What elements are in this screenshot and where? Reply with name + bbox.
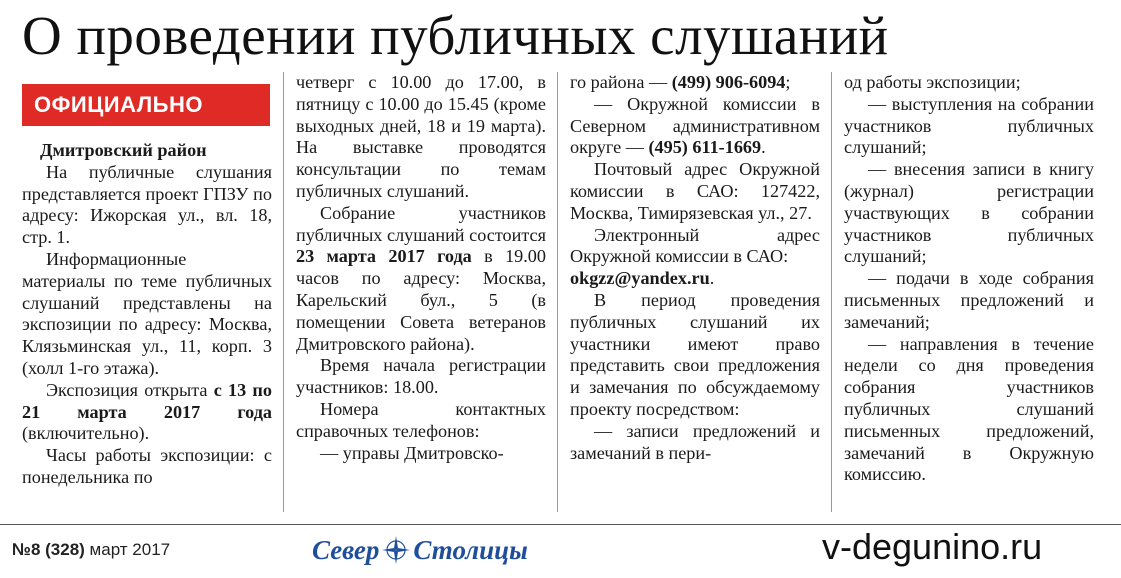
issue-date: март 2017 xyxy=(84,540,171,559)
paragraph: Почтовый адрес Окружной комиссии в САО: 127422, Москва, Тимирязевская ул., 27. xyxy=(570,159,820,223)
paragraph: — внесения записи в книгу (журнал) регистрации участвующих в собрании участников публичных слушаний; xyxy=(844,159,1094,267)
paragraph: Часы работы экспозиции: с понедельника по xyxy=(22,445,272,487)
paragraph: го района — (499) 906-6094; xyxy=(570,72,791,92)
paragraph: Номера контактных справочных телефонов: xyxy=(296,398,546,441)
paragraph: — направления в течение недели со дня проведения собрания участников публичных слушаний письменных предложений, замечаний в Окружную комиссию. xyxy=(844,333,1094,485)
article-column-4 xyxy=(844,72,1094,516)
logo-left-text: Север xyxy=(312,535,380,565)
article-column-3 xyxy=(570,72,820,516)
email-line: okgzz@yandex.ru. xyxy=(570,268,715,289)
logo-right-text: Столицы xyxy=(413,535,528,565)
paragraph: — подачи в ходе собрания письменных предложений и замечаний; xyxy=(844,268,1094,332)
column-divider xyxy=(831,72,832,512)
paragraph: четверг с 10.00 до 17.00, в пятницу с 10.00 до 15.45 (кроме выходных дней, 18 и 19 марта). На выставке проводятся консультации по темам публичных слушаний. xyxy=(296,72,546,201)
paragraph: од работы экспозиции; xyxy=(844,72,1021,92)
paragraph: Собрание участников публичных слушаний состоится 23 марта 2017 года в 19.00 часов по адресу: Москва, Карельский бул., 5 (в помещении Совета ветеранов Дмитровского района). xyxy=(296,202,546,354)
column-divider xyxy=(557,72,558,512)
site-watermark: v-degunino.ru xyxy=(822,526,1043,567)
paragraph: — Окружной комиссии в Северном административном округе — (495) 611-1669. xyxy=(570,93,820,158)
article-column-1 xyxy=(22,140,272,516)
paragraph: Электронный адрес Окружной комиссии в САО: xyxy=(570,224,820,267)
paragraph: — управы Дмитровско- xyxy=(320,442,504,463)
paragraph: — записи предложений и замечаний в пери- xyxy=(570,420,820,463)
article-column-2 xyxy=(296,72,546,516)
issue-info xyxy=(12,536,170,564)
column-divider xyxy=(283,72,284,512)
paragraph: — выступления на собрании участников публичных слушаний; xyxy=(844,93,1094,158)
issue-number: №8 (328) xyxy=(12,540,85,559)
article-headline: О проведении публичных слушаний xyxy=(22,5,889,66)
paragraph: На публичные слушания представляется проект ГПЗУ по адресу: Ижорская ул., вл. 18, стр. 1. xyxy=(22,161,272,248)
paragraph: В период проведения публичных слушаний их участники имеют право представить свои предложения и замечания по обсуждаемому проекту посредством: xyxy=(570,289,820,419)
district-subhead: Дмитровский район xyxy=(40,140,207,160)
paragraph: Информационные материалы по теме публичных слушаний представлены на экспозиции по адресу: Москва, Клязьминская ул., 11, корп. 3 (холл 1-го этажа). xyxy=(22,248,272,378)
paragraph: Экспозиция открыта с 13 по 21 марта 2017 года (включительно). xyxy=(22,379,272,444)
compass-rose-icon xyxy=(381,535,411,565)
paragraph: Время начала регистрации участников: 18.00. xyxy=(296,355,546,398)
newspaper-logo xyxy=(312,530,528,570)
rubric-badge: ОФИЦИАЛЬНО xyxy=(22,84,270,126)
email-address: okgzz@yandex.ru xyxy=(570,268,710,289)
